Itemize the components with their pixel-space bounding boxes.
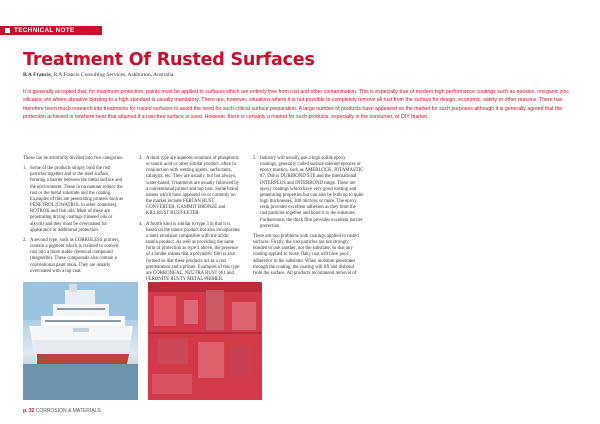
list-item: 2. A second type, such as CORROLESS primers, contain a pigment which is claimed to convert rust into a more stable chemical compound (magnetite). These compounds also contain a conventional paint resin. They are usually overcoated with a top coat. — [23, 237, 120, 274]
list-item: 3. A third type are aqueous solutions of phosphoric or tannic acid or other similar product, often in conjunction with wetting agents, surfactants, catalysts, etc. They are usually, but not always, water-based. Treatments are usually followed by a conventional primer and top coat. Some brand names which have appeared on or currently on the market include FERTAN RUST CONVERTER, GAMMIT BRONZE and KILLRUST RUST-EETER. — [139, 156, 240, 217]
publication-name: CORROSION & MATERIALS — [35, 408, 101, 414]
column-paragraph: There are two problems with coatings applied to rusted surfaces. Firstly, the rust particles are not strongly bonded to one another, nor the substrate, so that any coating applied to loose, flaky rust will have poor adherence to the substrate. When moisture penetrates through the coating, the coating will lift and disbond from the surface. All products recommend removal of — [253, 233, 359, 276]
list-item: 4. A fourth kind is similar to type 3 in that it is based on the tannic product but also incorporates a latex emulsion compatible with the acidic tannin product. As well as providing the same form of protection as type 3 above, the presence of a binder means that a polymeric film is also formed so that these products act as a rust pretreatment and a primer. Examples of this type are CORRONEAL, NEUTRA RUST 661 and FERONITE RUSTY METAL PRIMER. — [139, 221, 240, 282]
intro-paragraph: It is generally accepted that, for maximum protection, paints must be applied to surfaces which are entirely free from rust and other contamination. This is especially true of modern high performance coatings such as epoxies, inorganic zinc silicates, etc where abrasive blasting to a high standard is usually mandatory. There are, however, situations where it is not possible to completely remove all rust from the surface for design, economic, safety or other reasons. There has therefore been much research into treatments for rusted surfaces to avoid the need for such critical surface preparation. A large number of products have appeared on the market for such purposes although it is generally agreed that the protection achieved is nowhere near that attained if a rust-free surface is used. However, there is certainly a market for such products, especially in the consumer, or DIY market. — [23, 89, 570, 120]
ship-image — [23, 282, 138, 400]
section-label: TECHNICAL NOTE — [14, 27, 75, 34]
column-lead: These can be arbitrarily divided into five categories: — [23, 156, 124, 161]
article-title: Treatment Of Rusted Surfaces — [23, 50, 315, 70]
page-number: p. 32 — [23, 408, 35, 414]
list-item: 5. Industry will usually use a high solids epoxy coatings, generally called surface tolerant epoxies or epoxy mastics, such as AMERLOCK, JOTAMASTIC 87, Dulux DURIBOND STE and the International INTERPLUS and INTERBOND range. These are epoxy coatings which have very good wetting and penetrating properties but can also be built up to quite high thicknesses, 300 microns or more. The epoxy resin provides excellent adhesion as they limit the rust particles together and bond it to the substrate. Furthermore, the thick film provides excellent barrier protection. — [253, 156, 364, 229]
section-square-icon — [5, 28, 10, 33]
text-column-1 — [23, 156, 126, 279]
section-header-bar — [0, 26, 102, 35]
byline — [23, 72, 175, 78]
author-name: R A Francis — [23, 72, 51, 78]
text-column-3 — [253, 156, 364, 281]
list-item: 1. Some of the products simply bind the rust particles together and to the steel surface, forming a barrier between the metal surface and the environment. These in no manner reduce the rust or the metal substrate and the coating. Examples of this are penetrating primers such as PENETROL (OWATROL in other countries), ROTROK and fish oils. Most of these are penetrating drying coatings (linseed oils or alkyds) and they must be overcoated for appearance or additional protection. — [23, 166, 124, 233]
page-footer — [23, 408, 101, 414]
text-column-2 — [139, 156, 242, 287]
hull-image — [148, 282, 262, 400]
author-affiliation: , R A Francis Consulting Services, Ashburton, Australia. — [50, 72, 175, 78]
rusted-hull-photo — [148, 282, 262, 400]
ship-photo — [23, 282, 138, 400]
